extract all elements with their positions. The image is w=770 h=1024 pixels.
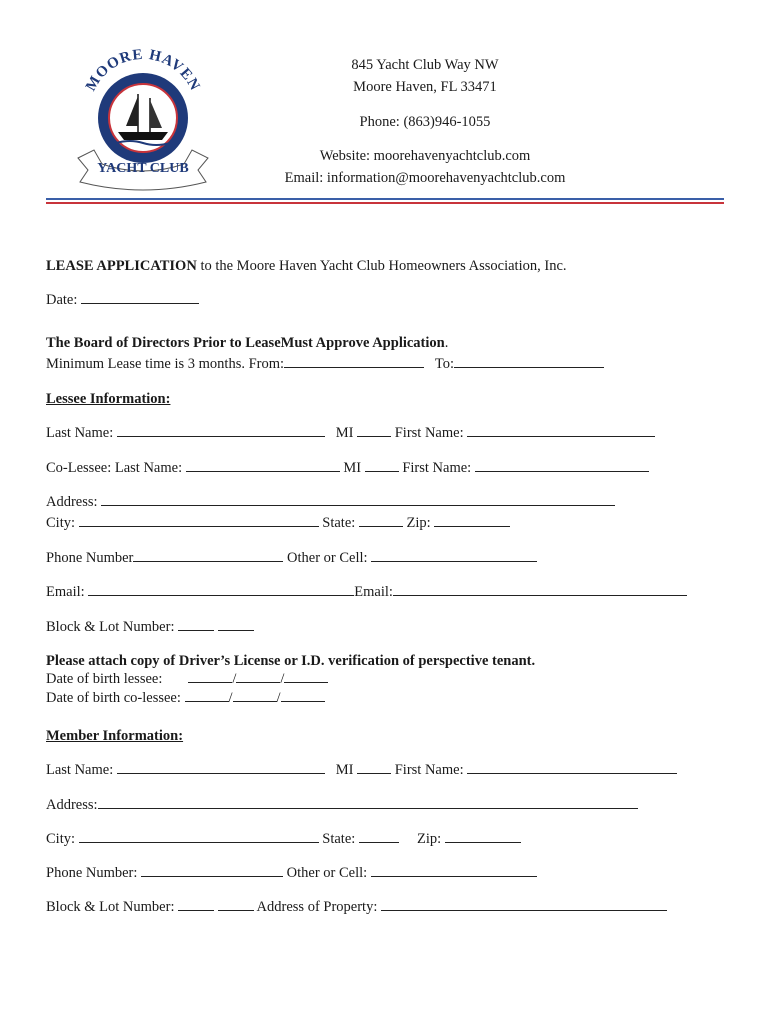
member-block-blank[interactable] <box>178 898 214 911</box>
date-blank[interactable] <box>81 291 199 304</box>
member-lot-blank[interactable] <box>218 898 254 911</box>
member-property-label: Address of Property: <box>256 899 378 915</box>
member-last-name-blank[interactable] <box>117 761 325 774</box>
lessee-phone-blank[interactable] <box>133 549 283 562</box>
lessee-block-row <box>46 618 254 636</box>
lessee-first-name-blank[interactable] <box>467 424 655 437</box>
lessee-address-row <box>46 493 615 511</box>
dob-lessee-label: Date of birth lessee: <box>46 671 163 687</box>
min-lease-label: Minimum Lease time is 3 months. From: <box>46 356 285 372</box>
dob-lessee-month[interactable] <box>188 670 232 683</box>
lessee-zip-label: Zip: <box>406 515 431 531</box>
lessee-mi-blank[interactable] <box>357 424 391 437</box>
lease-to-blank[interactable] <box>454 355 604 368</box>
member-last-name-label: Last Name: <box>46 762 114 778</box>
colessee-mi-label: MI <box>343 460 362 476</box>
lease-from-blank[interactable] <box>284 355 424 368</box>
form-title-bold: LEASE APPLICATION <box>46 258 197 274</box>
member-property-blank[interactable] <box>381 898 667 911</box>
logo-bottom-text: YACHT CLUB <box>97 161 189 176</box>
lessee-block-blank[interactable] <box>178 618 214 631</box>
form-title-rest: to the Moore Haven Yacht Club Homeowners Association, Inc. <box>196 258 567 274</box>
lessee-other-blank[interactable] <box>371 549 537 562</box>
dob-sep: / <box>276 690 281 706</box>
member-mi-blank[interactable] <box>357 761 391 774</box>
lessee-state-label: State: <box>322 515 356 531</box>
lessee-email1-blank[interactable] <box>88 583 354 596</box>
member-phone-label: Phone Number: <box>46 865 138 881</box>
dob-colessee-month[interactable] <box>185 689 229 702</box>
lessee-name-row <box>46 424 655 442</box>
dob-lessee-day[interactable] <box>236 670 280 683</box>
attach-id-notice: Please attach copy of Driver’s License or I.D. verification of perspective tenant. <box>46 653 536 669</box>
member-name-row <box>46 761 677 779</box>
member-block-label: Block & Lot Number: <box>46 899 175 915</box>
dob-colessee-year[interactable] <box>281 689 325 702</box>
lessee-last-name-label: Last Name: <box>46 425 114 441</box>
colessee-first-name-label: First Name: <box>402 460 472 476</box>
lessee-last-name-blank[interactable] <box>117 424 325 437</box>
dob-colessee-label: Date of birth co-lessee: <box>46 690 181 706</box>
member-address-row <box>46 796 638 814</box>
member-state-label: State: <box>322 831 356 847</box>
colessee-mi-blank[interactable] <box>365 459 399 472</box>
member-address-label: Address: <box>46 797 98 813</box>
colessee-last-name-blank[interactable] <box>186 459 340 472</box>
lessee-phone-row <box>46 549 537 567</box>
logo-top-text: MOORE HAVEN <box>83 46 203 94</box>
member-first-name-label: First Name: <box>394 762 464 778</box>
board-approval-dot: . <box>444 335 449 351</box>
lessee-state-blank[interactable] <box>359 514 403 527</box>
header-email: Email: information@moorehavenyachtclub.com <box>284 170 566 186</box>
date-row <box>46 291 199 309</box>
dob-sep: / <box>232 671 237 687</box>
lease-to-label: To: <box>434 356 455 372</box>
lessee-email2-blank[interactable] <box>393 583 687 596</box>
member-heading: Member Information: <box>46 728 184 744</box>
dob-lessee-row <box>46 670 328 688</box>
header-address-line2: Moore Haven, FL 33471 <box>353 79 497 95</box>
colessee-first-name-blank[interactable] <box>475 459 649 472</box>
lessee-city-blank[interactable] <box>79 514 319 527</box>
member-address-blank[interactable] <box>98 796 638 809</box>
member-state-blank[interactable] <box>359 830 399 843</box>
member-other-blank[interactable] <box>371 864 537 877</box>
lessee-address-blank[interactable] <box>101 493 615 506</box>
dob-lessee-year[interactable] <box>284 670 328 683</box>
lessee-lot-blank[interactable] <box>218 618 254 631</box>
member-city-row <box>46 830 521 848</box>
header-address-line1: 845 Yacht Club Way NW <box>351 57 499 73</box>
board-approval-notice <box>46 334 448 352</box>
lessee-mi-label: MI <box>335 425 354 441</box>
colessee-last-name-label: Co-Lessee: Last Name: <box>46 460 183 476</box>
lessee-phone-label: Phone Number <box>46 550 134 566</box>
date-label: Date: <box>46 292 78 308</box>
lessee-email2-label: Email: <box>354 584 393 600</box>
member-city-blank[interactable] <box>79 830 319 843</box>
dob-colessee-day[interactable] <box>233 689 277 702</box>
lessee-email-row <box>46 583 687 601</box>
colessee-name-row <box>46 459 649 477</box>
member-zip-blank[interactable] <box>445 830 521 843</box>
header-divider-blue <box>46 198 724 200</box>
member-mi-label: MI <box>335 762 354 778</box>
lessee-address-label: Address: <box>46 494 98 510</box>
lessee-heading: Lessee Information: <box>46 391 171 407</box>
header-divider-red <box>46 202 724 204</box>
board-approval-text: The Board of Directors Prior to LeaseMust Approve Application <box>46 335 445 351</box>
dob-colessee-row <box>46 689 325 707</box>
min-lease-row <box>46 355 604 373</box>
yacht-club-logo <box>72 46 214 192</box>
lessee-block-label: Block & Lot Number: <box>46 619 175 635</box>
member-city-label: City: <box>46 831 76 847</box>
member-first-name-blank[interactable] <box>467 761 677 774</box>
member-phone-row <box>46 864 537 882</box>
lessee-first-name-label: First Name: <box>394 425 464 441</box>
lessee-other-label: Other or Cell: <box>287 550 368 566</box>
lessee-city-row <box>46 514 510 532</box>
lessee-zip-blank[interactable] <box>434 514 510 527</box>
member-block-row <box>46 898 667 916</box>
form-title <box>46 257 567 275</box>
member-zip-label: Zip: <box>417 831 442 847</box>
member-phone-blank[interactable] <box>141 864 283 877</box>
lessee-city-label: City: <box>46 515 76 531</box>
dob-sep: / <box>280 671 285 687</box>
lessee-email1-label: Email: <box>46 584 85 600</box>
dob-sep: / <box>228 690 233 706</box>
header-website: Website: moorehavenyachtclub.com <box>319 148 531 164</box>
header-phone: Phone: (863)946-1055 <box>359 114 491 130</box>
member-other-label: Other or Cell: <box>286 865 368 881</box>
